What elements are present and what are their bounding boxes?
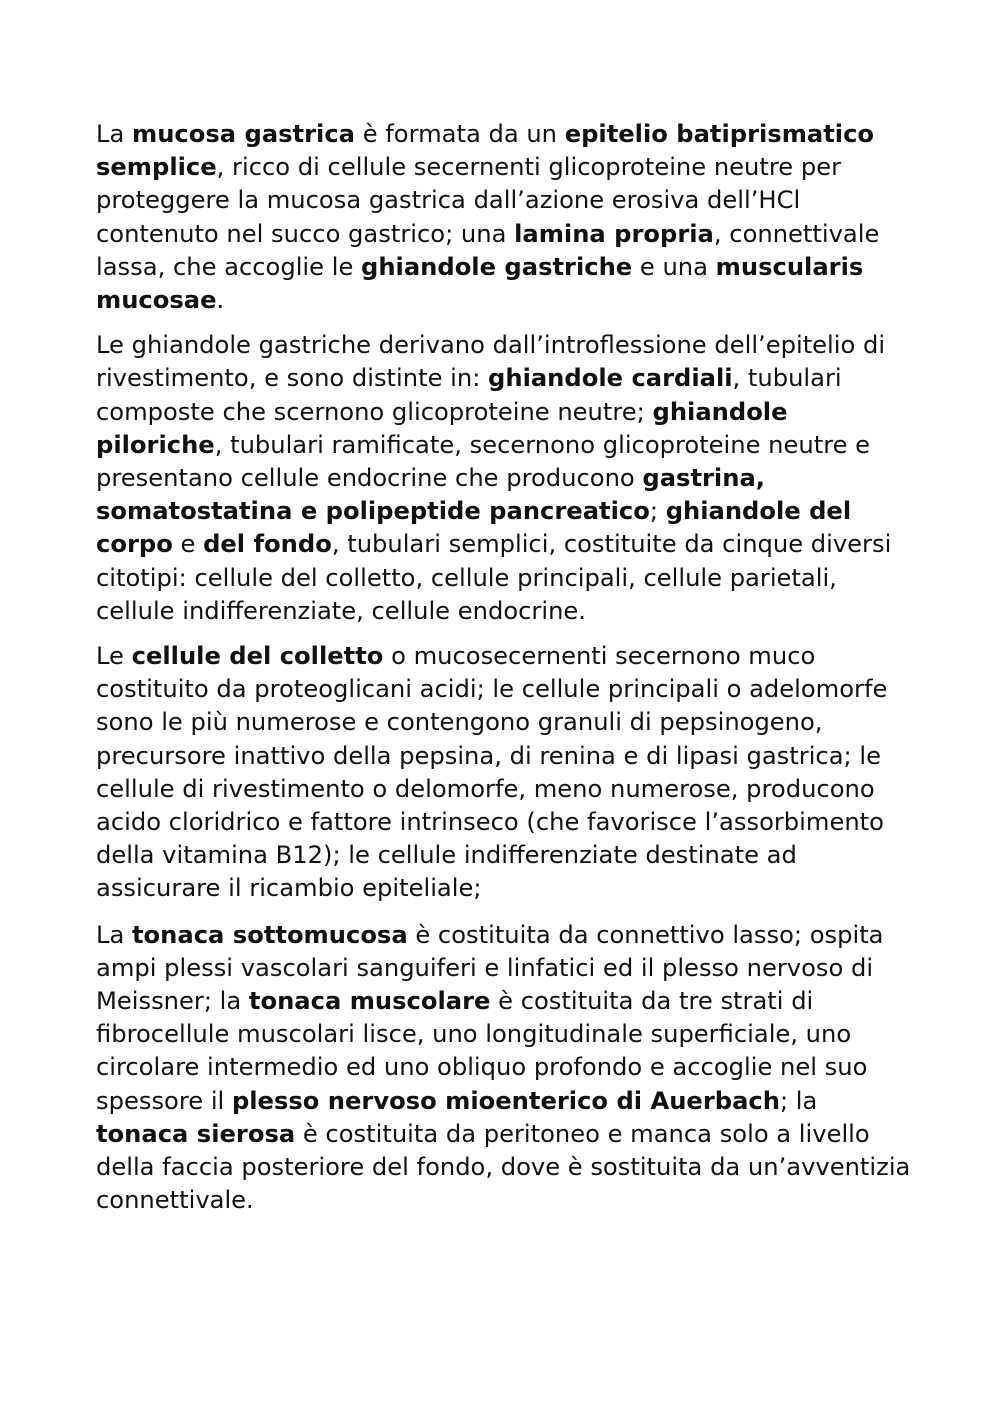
text-run: è costituita da peritoneo e manca solo a livello della faccia posteriore del fondo, dove è sostituita da un’avventizia connettivale. xyxy=(96,1119,911,1215)
bold-term-del-fondo: del fondo xyxy=(203,530,332,559)
bold-term-tonaca-muscolare: tonaca muscolare xyxy=(248,987,491,1016)
bold-term-gastrina: gastrina, somatostatina e polipeptide pancreatico xyxy=(96,464,765,526)
bold-term-ghiandole-gastriche: ghiandole gastriche xyxy=(361,252,633,281)
text-run: è costituita da connettivo lasso; ospita ampi plessi vascolari sanguiferi e linfatici ed il plesso nervoso di Meissner; la xyxy=(96,920,884,1016)
text-run: , ricco di cellule secernenti glicoproteine neutre per proteggere la mucosa gastrica dall’azione erosiva dell’HCl contenuto nel succo gastrico; una xyxy=(96,153,842,248)
text-run: e una xyxy=(632,252,716,281)
text-run: , tubulari composte che scernono glicoproteine neutre; xyxy=(96,364,842,426)
bold-term-cellule-del-colletto: cellule del colletto xyxy=(131,642,384,671)
text-run: è formata da un xyxy=(355,120,565,148)
bold-term-ghiandole-cardiali: ghiandole cardiali xyxy=(488,364,733,393)
text-run: La xyxy=(96,120,132,148)
paragraph-mucosa-gastrica xyxy=(96,118,914,317)
bold-term-tonaca-sottomucosa: tonaca sottomucosa xyxy=(132,920,408,949)
bold-term-lamina-propria: lamina propria xyxy=(514,219,714,248)
text-run: e xyxy=(172,530,204,559)
text-run: ; la xyxy=(779,1086,818,1115)
document-body xyxy=(96,118,914,1218)
bold-term-muscularis-mucosae: muscularis mucosae xyxy=(96,252,864,315)
paragraph-tonache xyxy=(96,919,914,1218)
text-run: è costituita da tre strati di fibrocellule muscolari lisce, uno longitudinale superficiale, uno circolare intermedio ed uno obliquo profondo e accoglie nel suo spessore il xyxy=(96,987,868,1115)
text-run: ; xyxy=(649,497,666,526)
text-run: , connettivale lassa, che accoglie le xyxy=(96,219,880,281)
text-run: Le xyxy=(96,642,132,671)
paragraph-cellule xyxy=(96,640,914,906)
text-run: Le ghiandole gastriche derivano dall’introflessione dell’epitelio di rivestimento, e sono distinte in: xyxy=(96,331,886,393)
bold-term-epitelio: epitelio batiprismatico semplice xyxy=(96,120,875,182)
bold-term-mucosa-gastrica: mucosa gastrica xyxy=(132,120,355,148)
bold-term-ghiandole-del-corpo: ghiandole del corpo xyxy=(96,497,852,559)
text-run: , tubulari semplici, costituite da cinque diversi citotipi: cellule del colletto, cellule principali, cellule parietali, cellule indifferenziate, cellule endocrine. xyxy=(96,530,892,625)
bold-term-ghiandole-piloriche: ghiandole piloriche xyxy=(96,397,788,459)
bold-term-tonaca-sierosa: tonaca sierosa xyxy=(96,1119,296,1148)
text-run: . xyxy=(216,286,225,315)
text-run: , tubulari ramificate, secernono glicoproteine neutre e presentano cellule endocrine che producono xyxy=(96,430,871,493)
paragraph-ghiandole xyxy=(96,329,914,628)
text-run: La xyxy=(96,920,132,949)
bold-term-plesso-auerbach: plesso nervoso mioenterico di Auerbach xyxy=(231,1086,780,1115)
text-run: o mucosecernenti secernono muco costituito da proteoglicani acidi; le cellule principali o adelomorfe sono le più numerose e contengono granuli di pepsinogeno, precursore inattivo della pepsina, di renina e di lipasi gastrica; le cellule di rivestimento o delomorfe, meno numerose, producono acido cloridrico e fattore intrinseco (che favorisce l’assorbimento della vitamina B12); le cellule indifferenziate destinate ad assicurare il ricambio epiteliale; xyxy=(96,642,888,903)
